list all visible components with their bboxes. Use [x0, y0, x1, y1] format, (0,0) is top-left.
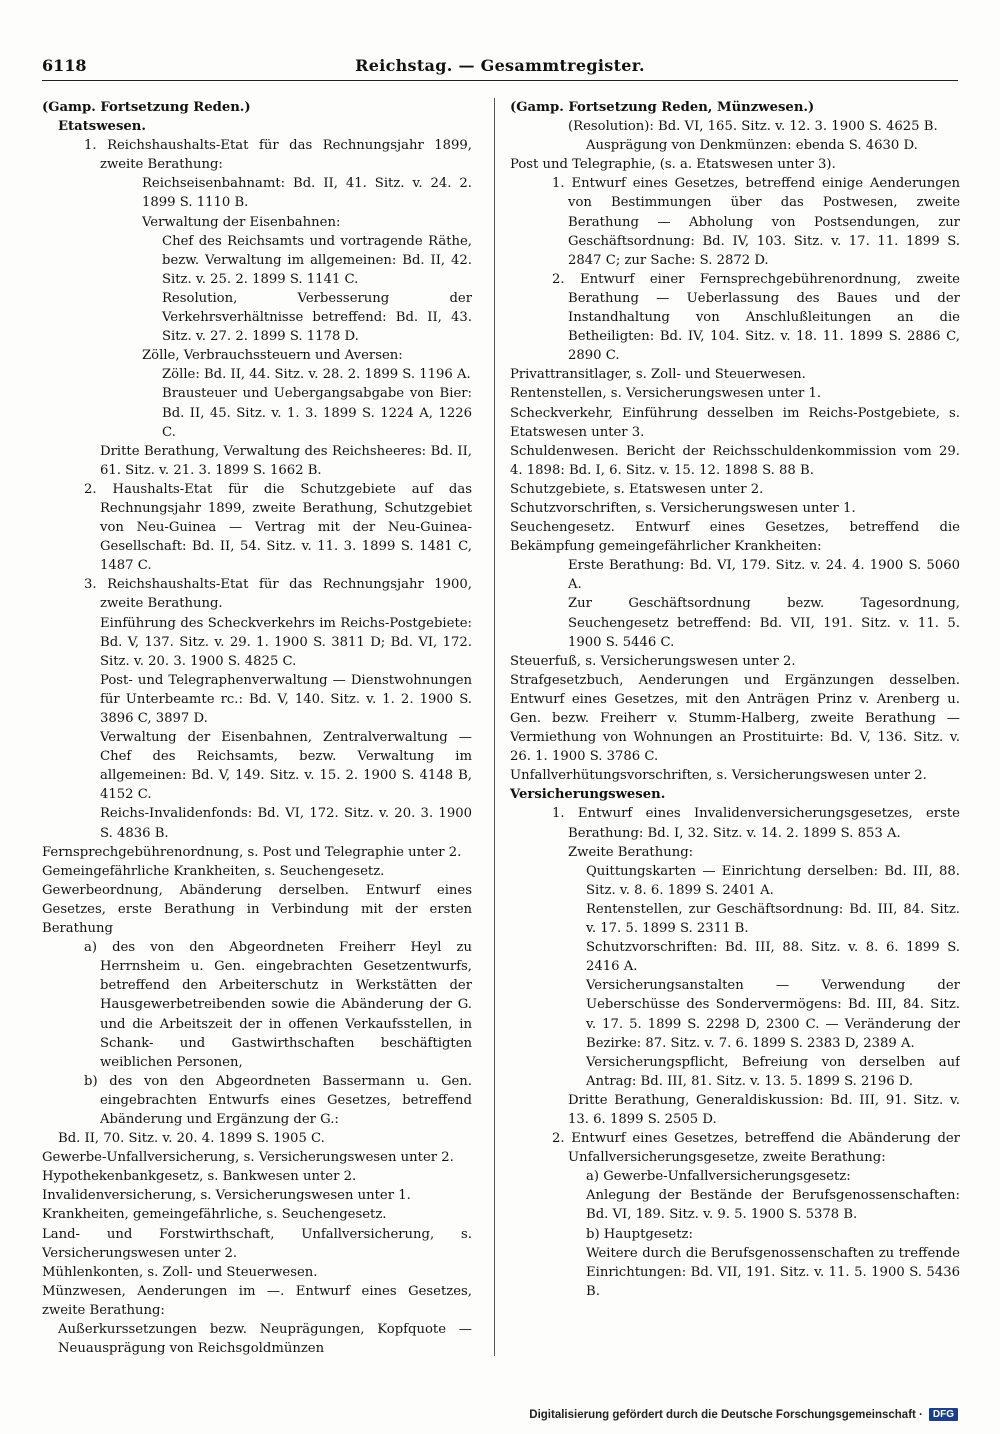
index-entry: (Resolution): Bd. VI, 165. Sitz. v. 12. 3. 1900 S. 4625 B. — [568, 119, 938, 135]
index-entry: 3. Reichshaushalts-Etat für das Rechnungsjahr 1900, zweite Berathung. — [84, 577, 472, 612]
index-entry: Schutzvorschriften, s. Versicherungswesen unter 1. — [510, 500, 856, 516]
index-entry: Gewerbeordnung, Abänderung derselben. Entwurf eines Gesetzes, erste Berathung in Verbindung mit der ersten Berathung — [42, 882, 472, 937]
index-entry: Mühlenkonten, s. Zoll- und Steuerwesen. — [42, 1264, 318, 1280]
index-entry: 2. Entwurf einer Fernsprechgebührenordnung, zweite Berathung — Ueberlassung des Baues und der Instandhaltung von Anschlußleitungen an die Betheiligten: Bd. IV, 104. Sitz. v. 18. 11. 1899 S. 2886 C, 2890 C. — [552, 271, 960, 364]
index-entry: Rentenstellen, zur Geschäftsordnung: Bd. III, 84. Sitz. v. 17. 5. 1899 S. 2311 B. — [586, 901, 960, 937]
index-entry: 1. Entwurf eines Invalidenversicherungsgesetzes, erste Berathung: Bd. I, 32. Sitz. v. 14. 2. 1899 S. 853 A. — [552, 806, 960, 841]
index-entry: Ausprägung von Denkmünzen: ebenda S. 4630 D. — [586, 138, 918, 154]
index-entry: Schuldenwesen. Bericht der Reichsschuldenkommission vom 29. 4. 1898: Bd. I, 6. Sitz. v. 15. 12. 1898 S. 88 B. — [510, 443, 960, 478]
index-entry: 1. Entwurf eines Gesetzes, betreffend einige Aenderungen von Bestimmungen über das Postwesen, zweite Berathung — Abholung von Postsendungen, zur Geschäftsordnung: Bd. IV, 103. Sitz. v. 17. 11. 1899 S. 2847 C; zur Sache: S. 2872 D. — [552, 176, 960, 268]
index-entry: Erste Berathung: Bd. VI, 179. Sitz. v. 24. 4. 1900 S. 5060 A. — [568, 558, 960, 593]
index-entry: Seuchengesetz. Entwurf eines Gesetzes, betreffend die Bekämpfung gemeingefährlicher Krankheiten: — [510, 520, 960, 555]
dfg-logo: DFG — [929, 1408, 958, 1421]
index-entry: Post- und Telegraphenverwaltung — Dienstwohnungen für Unterbeamte rc.: Bd. V, 140. Sitz. v. 1. 2. 1900 S. 3896 C, 3897 D. — [100, 672, 472, 726]
index-entry: Rentenstellen, s. Versicherungswesen unter 1. — [510, 386, 822, 402]
index-entry: Chef des Reichsamts und vortragende Räthe, bezw. Verwaltung im allgemeinen: Bd. II, 42. Sitz. v. 25. 2. 1899 S. 1141 C. — [162, 233, 472, 287]
index-entry: 2. Haushalts-Etat für die Schutzgebiete auf das Rechnungsjahr 1899, zweite Berathung, Schutzgebiet von Neu-Guinea — Vertrag mit der Neu-Guinea-Gesellschaft: Bd. II, 54. Sitz. v. 11. 3. 1899 S. 1481 C, 1487 C. — [84, 481, 472, 574]
index-entry: Hypothekenbankgesetz, s. Bankwesen unter 2. — [42, 1169, 357, 1185]
index-entry: Reichs-Invalidenfonds: Bd. VI, 172. Sitz. v. 20. 3. 1900 S. 4836 B. — [100, 806, 472, 841]
index-entry: (Gamp. Fortsetzung Reden, Münzwesen.) — [510, 100, 815, 115]
index-entry: Gemeingefährliche Krankheiten, s. Seuchengesetz. — [42, 863, 385, 879]
index-entry: Außerkurssetzungen bezw. Neuprägungen, Kopfquote — Neuausprägung von Reichsgoldmünzen — [58, 1322, 472, 1357]
index-entry: Zweite Berathung: — [568, 844, 694, 860]
index-entry: Resolution, Verbesserung der Verkehrsverhältnisse betreffend: Bd. II, 43. Sitz. v. 27. 2. 1899 S. 1178 D. — [162, 290, 472, 345]
index-entry: Steuerfuß, s. Versicherungswesen unter 2. — [510, 653, 796, 669]
index-entry: Brausteuer und Uebergangsabgabe von Bier: Bd. II, 45. Sitz. v. 1. 3. 1899 S. 1224 A, 1226 C. — [162, 386, 472, 440]
index-entry: Verwaltung der Eisenbahnen: — [142, 214, 341, 230]
index-entry: Gewerbe-Unfallversicherung, s. Versicherungswesen unter 2. — [42, 1150, 454, 1166]
index-entry: Dritte Berathung, Generaldiskussion: Bd. III, 91. Sitz. v. 13. 6. 1899 S. 2505 D. — [568, 1092, 960, 1127]
index-entry: Fernsprechgebührenordnung, s. Post und Telegraphie unter 2. — [42, 844, 462, 860]
index-entry: Invalidenversicherung, s. Versicherungswesen unter 1. — [42, 1188, 411, 1204]
index-entry: Bd. II, 70. Sitz. v. 20. 4. 1899 S. 1905 C. — [58, 1131, 325, 1147]
index-entry: Quittungskarten — Einrichtung derselben: Bd. III, 88. Sitz. v. 8. 6. 1899 S. 2401 A. — [586, 863, 960, 898]
index-entry: Reichseisenbahnamt: Bd. II, 41. Sitz. v. 24. 2. 1899 S. 1110 B. — [142, 176, 472, 211]
index-entry: Post und Telegraphie, (s. a. Etatswesen unter 3). — [510, 157, 836, 173]
index-entry: b) des von den Abgeordneten Bassermann u. Gen. eingebrachten Entwurfs eines Gesetzes, betreffend Abänderung und Ergänzung der G.: — [84, 1073, 472, 1127]
index-entry: Verwaltung der Eisenbahnen, Zentralverwaltung — Chef des Reichsamts, bezw. Verwaltung im allgemeinen: Bd. V, 149. Sitz. v. 15. 2. 1900 S. 4148 B, 4152 C. — [100, 730, 472, 803]
index-entry: Weitere durch die Berufsgenossenschaften zu treffende Einrichtungen: Bd. VII, 191. Sitz. v. 11. 5. 1900 S. 5436 B. — [586, 1245, 960, 1299]
index-entry: Zölle, Verbrauchssteuern und Aversen: — [142, 348, 403, 364]
index-entry: Unfallverhütungsvorschriften, s. Versicherungswesen unter 2. — [510, 768, 927, 784]
index-entry: Einführung des Scheckverkehrs im Reichs-Postgebiete: Bd. V, 137. Sitz. v. 29. 1. 1900 S. 3811 D; Bd. VI, 172. Sitz. v. 20. 3. 1900 S. 4825 C. — [100, 615, 472, 669]
index-entry: Zölle: Bd. II, 44. Sitz. v. 28. 2. 1899 S. 1196 A. — [162, 367, 471, 383]
index-entry: b) Hauptgesetz: — [586, 1226, 693, 1242]
index-entry: Versicherungspflicht, Befreiung von derselben auf Antrag: Bd. III, 81. Sitz. v. 13. 5. 1899 S. 2196 D. — [586, 1054, 960, 1089]
index-entry: Münzwesen, Aenderungen im —. Entwurf eines Gesetzes, zweite Berathung: — [42, 1283, 472, 1318]
index-entry: Versicherungsanstalten — Verwendung der Ueberschüsse des Sondervermögens: Bd. III, 84. Sitz. v. 17. 5. 1899 S. 2298 D, 2300 C. — Veränderung der Bezirke: 87. Sitz. v. 7. 6. 1899 S. 2383 D, 2389 A. — [586, 978, 960, 1051]
index-entry: Etatswesen. — [58, 119, 146, 135]
page-number: 6118 — [42, 56, 87, 75]
column-divider — [494, 98, 495, 1356]
index-entry: Privattransitlager, s. Zoll- und Steuerwesen. — [510, 367, 806, 383]
index-entry: Zur Geschäftsordnung bezw. Tagesordnung, Seuchengesetz betreffend: Bd. VII, 191. Sitz. v. 11. 5. 1900 S. 5446 C. — [568, 596, 960, 650]
index-entry: Scheckverkehr, Einführung desselben im Reichs-Postgebiete, s. Etatswesen unter 3. — [510, 405, 960, 440]
page-header — [42, 50, 958, 81]
right-column — [510, 98, 960, 1366]
index-entry: Krankheiten, gemeingefährliche, s. Seuchengesetz. — [42, 1207, 387, 1223]
footer-text: Digitalisierung gefördert durch die Deutsche Forschungsgemeinschaft · — [529, 1408, 923, 1421]
index-entry: (Gamp. Fortsetzung Reden.) — [42, 100, 251, 115]
index-entry: Dritte Berathung, Verwaltung des Reichsheeres: Bd. II, 61. Sitz. v. 21. 3. 1899 S. 1662 B. — [100, 443, 472, 478]
index-entry: a) Gewerbe-Unfallversicherungsgesetz: — [586, 1169, 851, 1185]
left-column — [42, 98, 472, 1366]
index-entry: Strafgesetzbuch, Aenderungen und Ergänzungen desselben. Entwurf eines Gesetzes, mit den Anträgen Prinz v. Arenberg u. Gen. bezw. Freiherr v. Stumm-Halberg, zweite Berathung — Vermiethung von Wohnungen an Prostituirte: Bd. V, 136. Sitz. v. 26. 1. 1900 S. 3786 C. — [510, 672, 960, 765]
index-entry: Land- und Forstwirthschaft, Unfallversicherung, s. Versicherungswesen unter 2. — [42, 1226, 472, 1261]
index-entry: Schutzgebiete, s. Etatswesen unter 2. — [510, 481, 764, 497]
index-entry: 2. Entwurf eines Gesetzes, betreffend die Abänderung der Unfallversicherungsgesetze, zweite Berathung: — [552, 1131, 960, 1166]
index-entry: Anlegung der Bestände der Berufsgenossenschaften: Bd. VI, 189. Sitz. v. 9. 5. 1900 S. 5378 B. — [586, 1188, 960, 1223]
running-title: Reichstag. — Gesammtregister. — [355, 56, 645, 75]
footer — [529, 1408, 958, 1421]
index-entry: a) des von den Abgeordneten Freiherr Heyl zu Herrnsheim u. Gen. eingebrachten Gesetzentwurfs, betreffend den Arbeiterschutz in Werkstätten der Hausgewerbetreibenden sowie die Abänderung der G. und die Arbeitszeit der in offenen Verkaufsstellen, in Schank- und Gastwirthschaften beschäftigten weiblichen Personen, — [84, 940, 472, 1070]
index-entry: Schutzvorschriften: Bd. III, 88. Sitz. v. 8. 6. 1899 S. 2416 A. — [586, 940, 960, 975]
index-entry: Versicherungswesen. — [510, 787, 666, 803]
index-entry: 1. Reichshaushalts-Etat für das Rechnungsjahr 1899, zweite Berathung: — [84, 138, 472, 173]
